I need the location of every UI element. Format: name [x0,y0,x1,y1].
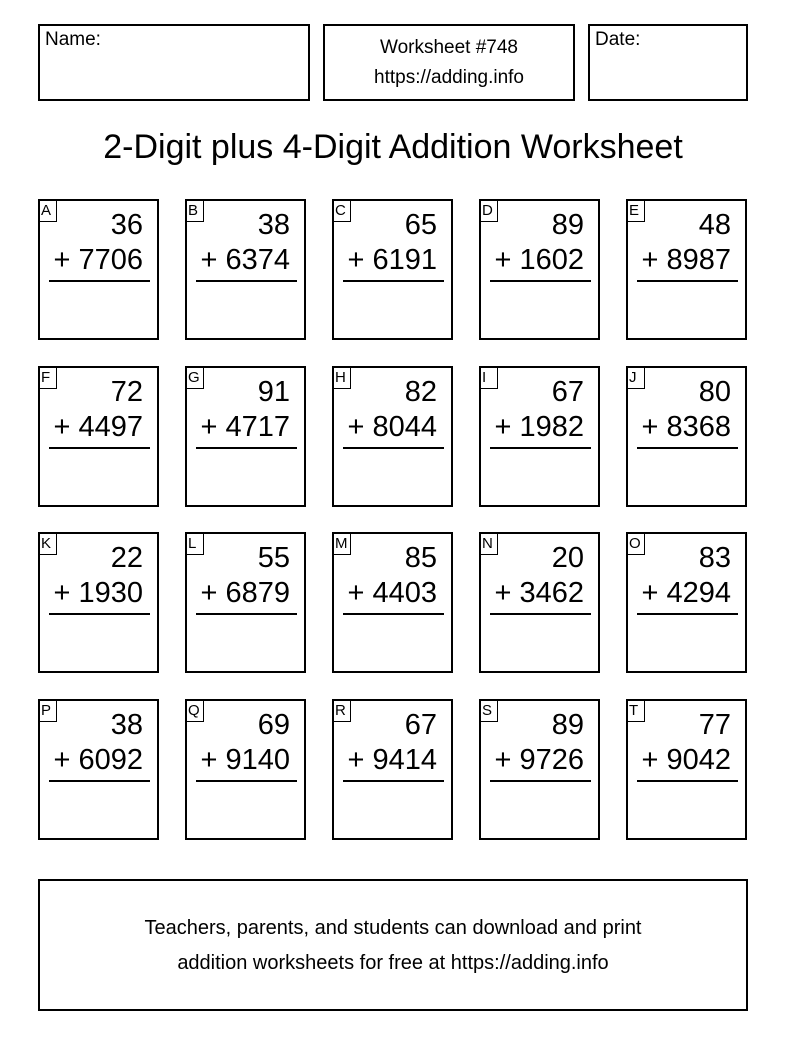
problem-top-number: 69 [257,709,290,741]
problem-top-number: 77 [698,709,731,741]
problem-bottom-number: + 4717 [200,411,290,443]
answer-line [637,447,738,449]
problem-letter: H [332,366,351,389]
problem-bottom-number: + 3462 [494,577,584,609]
problem-letter: G [185,366,204,389]
problem-letter: N [479,532,498,555]
problem-top-number: 91 [257,376,290,408]
problem-box[interactable] [38,366,159,507]
problem-letter: O [626,532,645,555]
problem-box[interactable] [185,699,306,840]
problem-box[interactable] [38,532,159,673]
problem-bottom-number: + 8368 [641,411,731,443]
problem-top-number: 67 [404,709,437,741]
problem-box[interactable] [479,532,600,673]
problem-letter: B [185,199,204,222]
answer-line [49,447,150,449]
problem-letter: I [479,366,498,389]
problem-box[interactable] [626,366,747,507]
problem-box[interactable] [332,699,453,840]
answer-line [49,780,150,782]
footer-text-line-1: Teachers, parents, and students can download and print [144,917,642,939]
problem-box[interactable] [332,199,453,340]
problem-box[interactable] [185,366,306,507]
problem-letter: K [38,532,57,555]
problem-top-number: 82 [404,376,437,408]
problem-letter: R [332,699,351,722]
problem-box[interactable] [332,366,453,507]
problem-bottom-number: + 1602 [494,244,584,276]
problem-box[interactable] [479,699,600,840]
problem-box[interactable] [626,699,747,840]
problem-top-number: 89 [551,209,584,241]
problem-top-number: 36 [110,209,143,241]
problem-top-number: 38 [110,709,143,741]
problem-box[interactable] [626,199,747,340]
problem-letter: T [626,699,645,722]
problem-letter: E [626,199,645,222]
answer-line [343,280,444,282]
problem-bottom-number: + 8987 [641,244,731,276]
problem-top-number: 65 [404,209,437,241]
problem-top-number: 22 [110,542,143,574]
page-title: 2-Digit plus 4-Digit Addition Worksheet [103,128,683,166]
problem-letter: L [185,532,204,555]
answer-line [196,613,297,615]
answer-line [637,613,738,615]
problem-top-number: 89 [551,709,584,741]
answer-line [490,613,591,615]
problem-bottom-number: + 1982 [494,411,584,443]
date-label: Date: [595,29,641,50]
problem-box[interactable] [479,199,600,340]
problem-bottom-number: + 9414 [347,744,437,776]
problem-bottom-number: + 6191 [347,244,437,276]
problem-box[interactable] [185,199,306,340]
problem-bottom-number: + 6374 [200,244,290,276]
problem-letter: F [38,366,57,389]
name-field[interactable] [38,24,310,101]
problem-top-number: 85 [404,542,437,574]
footer-box [38,879,748,1011]
problem-top-number: 80 [698,376,731,408]
date-field[interactable] [588,24,748,101]
problem-letter: J [626,366,645,389]
problem-box[interactable] [332,532,453,673]
problem-box[interactable] [38,199,159,340]
answer-line [490,447,591,449]
problem-bottom-number: + 7706 [53,244,143,276]
problem-bottom-number: + 8044 [347,411,437,443]
name-label: Name: [45,29,101,50]
problem-box[interactable] [626,532,747,673]
problem-bottom-number: + 4403 [347,577,437,609]
answer-line [196,447,297,449]
problem-bottom-number: + 6879 [200,577,290,609]
problem-letter: C [332,199,351,222]
problem-top-number: 55 [257,542,290,574]
footer-text-line-2: addition worksheets for free at https://adding.info [177,952,609,974]
answer-line [196,780,297,782]
answer-line [637,780,738,782]
problem-box[interactable] [479,366,600,507]
problem-letter: S [479,699,498,722]
problem-top-number: 48 [698,209,731,241]
problem-bottom-number: + 6092 [53,744,143,776]
answer-line [490,780,591,782]
worksheet-info-box [323,24,575,101]
problem-box[interactable] [185,532,306,673]
problem-bottom-number: + 1930 [53,577,143,609]
problem-bottom-number: + 9140 [200,744,290,776]
problem-letter: D [479,199,498,222]
problem-letter: A [38,199,57,222]
problem-letter: Q [185,699,204,722]
worksheet-url[interactable]: https://adding.info [374,67,524,88]
problem-letter: M [332,532,351,555]
answer-line [343,780,444,782]
problem-top-number: 83 [698,542,731,574]
answer-line [637,280,738,282]
problem-top-number: 38 [257,209,290,241]
problem-box[interactable] [38,699,159,840]
answer-line [196,280,297,282]
worksheet-number: Worksheet #748 [379,37,518,58]
problem-bottom-number: + 9726 [494,744,584,776]
problem-top-number: 67 [551,376,584,408]
problem-top-number: 20 [551,542,584,574]
answer-line [343,613,444,615]
problem-letter: P [38,699,57,722]
answer-line [343,447,444,449]
answer-line [49,613,150,615]
answer-line [490,280,591,282]
answer-line [49,280,150,282]
problem-bottom-number: + 4294 [641,577,731,609]
problem-bottom-number: + 9042 [641,744,731,776]
problem-top-number: 72 [110,376,143,408]
problem-bottom-number: + 4497 [53,411,143,443]
